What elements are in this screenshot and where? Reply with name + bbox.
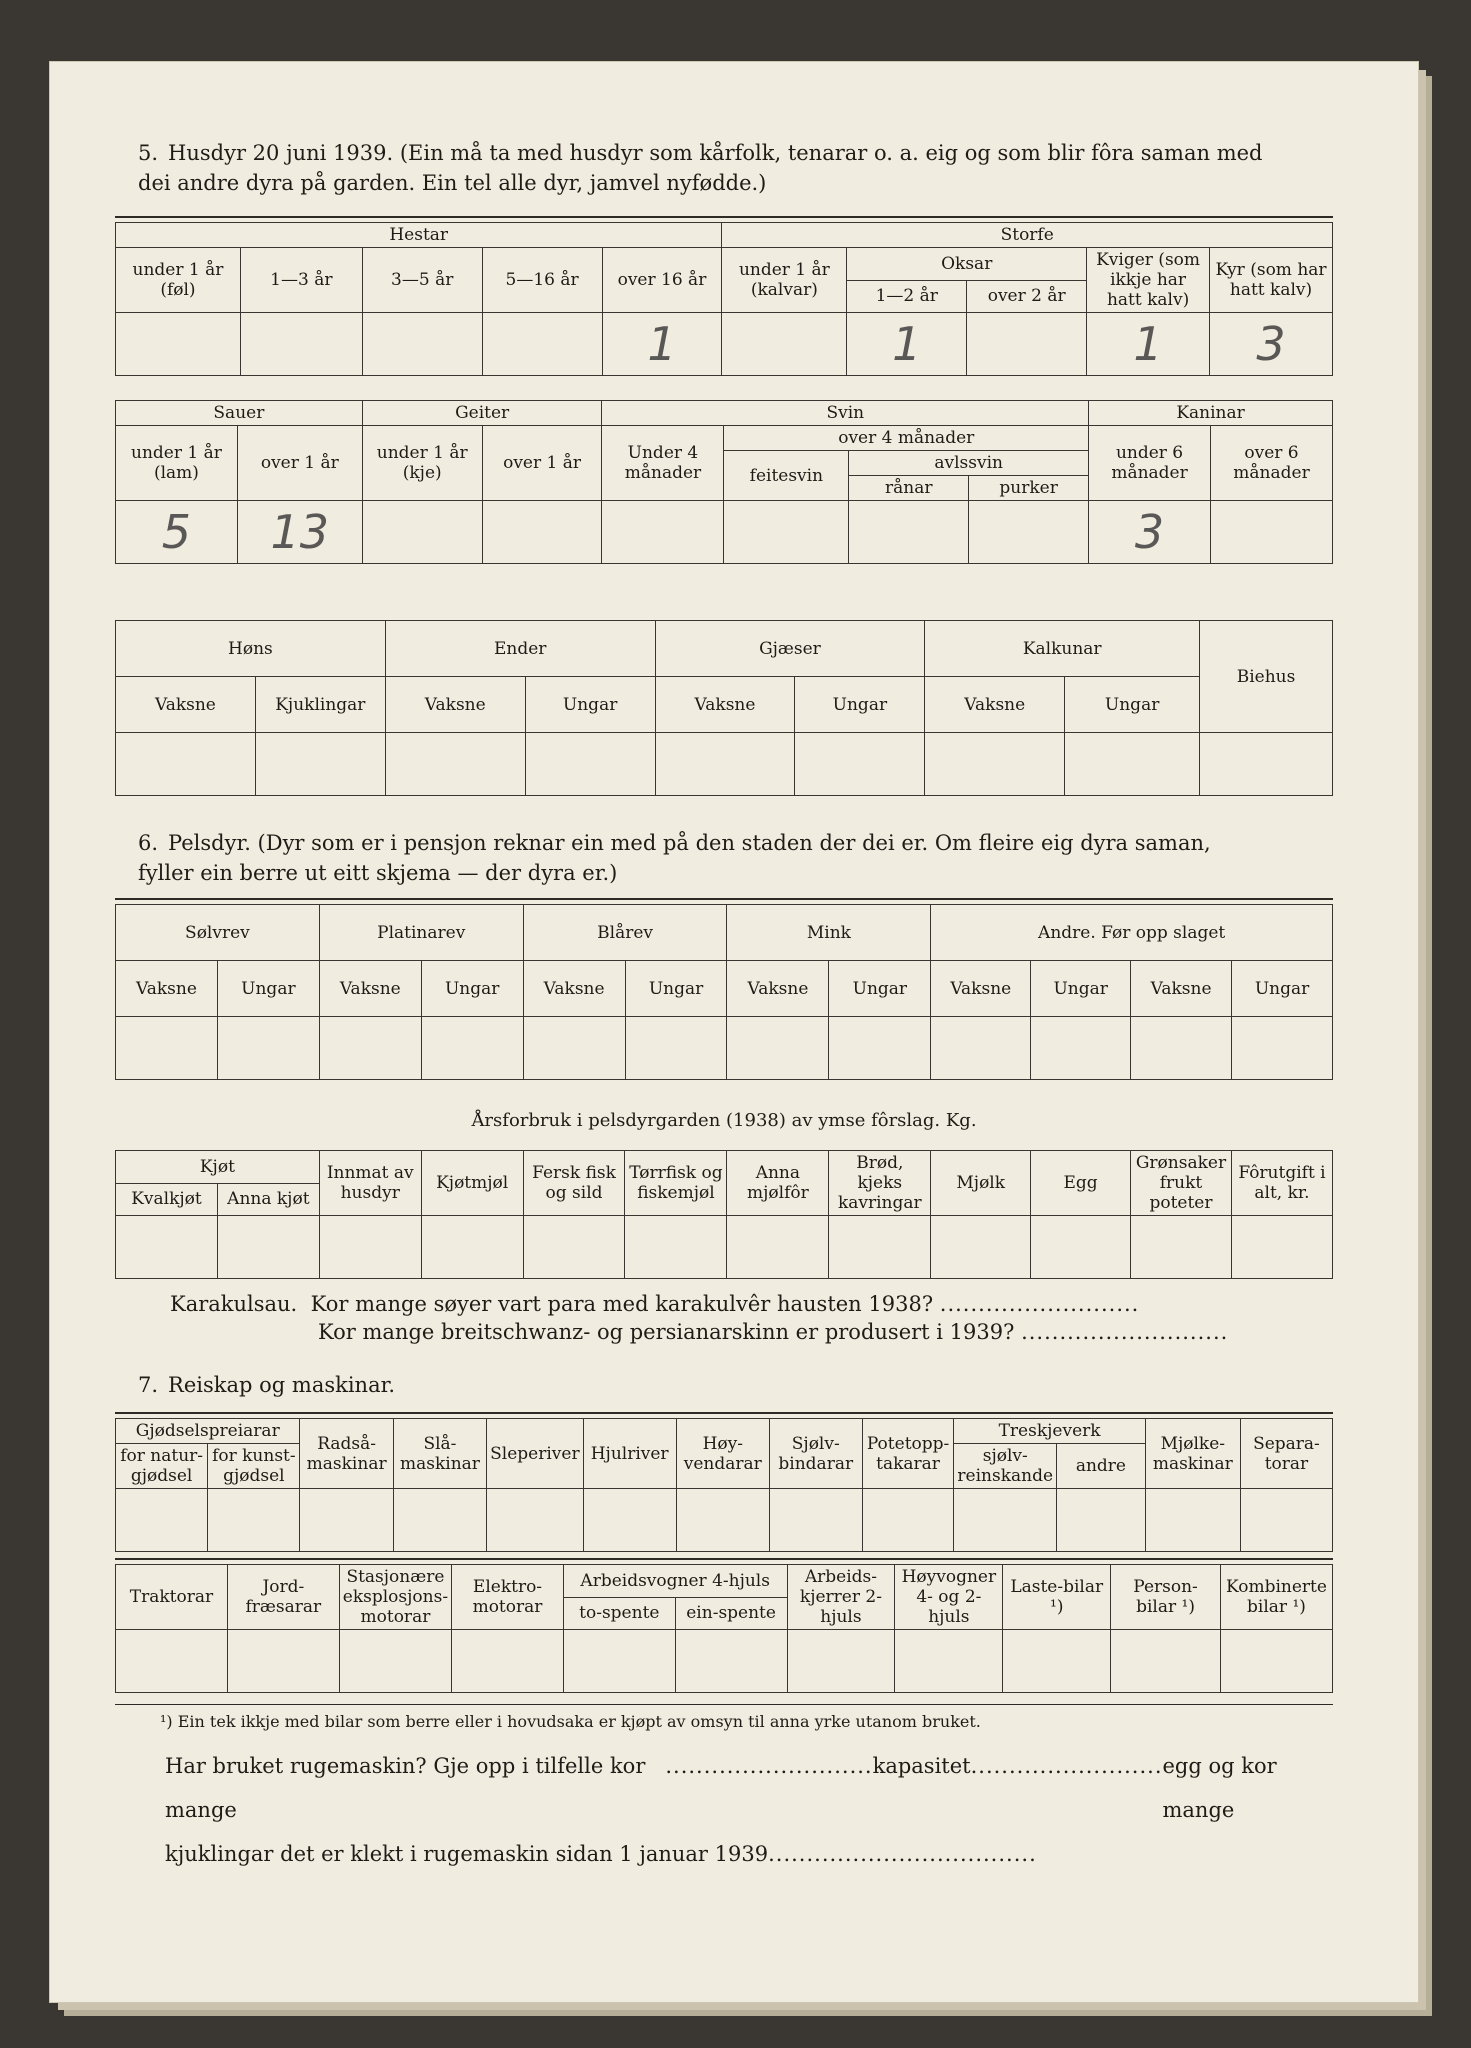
col-header: Ungar: [795, 677, 925, 733]
header-biehus: Biehus: [1200, 621, 1333, 733]
forbruk-title: Årsforbruk i pelsdyrgarden (1938) av ymse fôrslag. Kg.: [471, 1110, 977, 1131]
value-cell[interactable]: 3: [1210, 313, 1333, 376]
col-header: Slå-maskinar: [393, 1419, 486, 1489]
footnote: ¹) Ein tek ikkje med bilar som berre eller i hovudsaka er kjøpt av omsyn til anna yrke utanom bruket.: [160, 1712, 981, 1731]
value-cell[interactable]: [362, 313, 482, 376]
table-forbruk: [115, 1150, 1333, 1279]
col-header: Anna mjølfôr: [727, 1151, 829, 1216]
col-header: Vaksne: [116, 677, 256, 733]
value-cell[interactable]: [116, 1630, 228, 1693]
col-header: Vaksne: [655, 677, 795, 733]
col-header: over 2 år: [967, 280, 1087, 313]
col-header: Sjølv-bindarar: [769, 1419, 862, 1489]
karakul-answer-2[interactable]: ...........................: [1021, 1320, 1229, 1344]
value-cell[interactable]: [482, 501, 602, 564]
header-oksar: Oksar: [847, 248, 1087, 281]
col-header: Kviger (som ikkje har hatt kalv): [1087, 248, 1210, 313]
value-cell[interactable]: [319, 1216, 421, 1279]
col-header: Kvalkjøt: [116, 1183, 218, 1216]
col-header: Person-bilar ¹): [1111, 1565, 1221, 1630]
value-cell[interactable]: [787, 1630, 895, 1693]
table-motor: [115, 1564, 1333, 1693]
col-header: purker: [969, 476, 1089, 501]
section-7-heading: [138, 1370, 395, 1400]
section-7-heading-text: Reiskap og maskinar.: [168, 1373, 396, 1397]
value-cell[interactable]: [625, 1017, 727, 1080]
header-hestar: Hestar: [116, 223, 722, 248]
value-cell[interactable]: [1031, 1017, 1131, 1080]
col-header: under 1 år (føl): [116, 248, 241, 313]
karakul-answer-1[interactable]: ..........................: [939, 1292, 1140, 1316]
col-header: Fersk fisk og sild: [523, 1151, 625, 1216]
header-kjot: Kjøt: [116, 1151, 320, 1184]
value-cell[interactable]: [116, 1489, 208, 1552]
section-5-heading-line1: Husdyr 20 juni 1939. (Ein må ta med husdyr som kårfolk, tenarar o. a. eig og som blir fôra saman med: [168, 141, 1263, 165]
value-cell[interactable]: [240, 313, 362, 376]
value-cell[interactable]: [727, 1017, 829, 1080]
col-header: Arbeids-kjerrer 2-hjuls: [787, 1565, 895, 1630]
col-header: Ungar: [1232, 961, 1333, 1017]
value-cell[interactable]: [319, 1017, 421, 1080]
value-cell[interactable]: [925, 733, 1065, 796]
value-cell[interactable]: [583, 1489, 676, 1552]
karakul-question-1: Kor mange søyer vart para med karakulvêr hausten 1938?: [310, 1292, 934, 1316]
col-header: over 1 år: [482, 426, 602, 501]
col-header: Høy-vendarar: [676, 1419, 769, 1489]
value-cell[interactable]: [722, 313, 847, 376]
value-cell[interactable]: [769, 1489, 862, 1552]
value-cell[interactable]: [393, 1489, 486, 1552]
col-header: Sleperiver: [487, 1419, 583, 1489]
header-mink: Mink: [727, 905, 931, 961]
value-cell[interactable]: [385, 733, 525, 796]
value-cell[interactable]: [727, 1216, 829, 1279]
value-cell[interactable]: 13: [237, 501, 362, 564]
rugemaskin-egg-label: egg og kor mange: [1162, 1754, 1277, 1822]
value-cell[interactable]: [967, 313, 1087, 376]
value-cell[interactable]: [1211, 501, 1333, 564]
col-header: Radså-maskinar: [300, 1419, 393, 1489]
value-cell[interactable]: [421, 1216, 523, 1279]
section-5-heading-line2: dei andre dyra på garden. Ein tel alle dyr, jamvel nyfødde.): [138, 171, 767, 195]
value-cell[interactable]: 5: [116, 501, 238, 564]
header-svin: Svin: [602, 401, 1089, 426]
col-header: Vaksne: [1131, 961, 1232, 1017]
col-header: Vaksne: [385, 677, 525, 733]
col-header: Vaksne: [727, 961, 829, 1017]
value-cell[interactable]: [523, 1216, 625, 1279]
value-cell[interactable]: [602, 501, 724, 564]
col-header: Vaksne: [931, 961, 1031, 1017]
value-cell[interactable]: [116, 1017, 218, 1080]
value-cell[interactable]: [421, 1017, 523, 1080]
col-header: Kjuklingar: [255, 677, 385, 733]
value-cell[interactable]: [1220, 1630, 1332, 1693]
value-cell[interactable]: [255, 733, 385, 796]
header-andre: Andre. Før opp slaget: [931, 905, 1333, 961]
value-cell[interactable]: [452, 1630, 564, 1693]
header-gjaeser: Gjæser: [655, 621, 925, 677]
value-cell[interactable]: [1003, 1630, 1111, 1693]
header-solvrev: Sølvrev: [116, 905, 320, 961]
value-cell[interactable]: [339, 1630, 451, 1693]
section-6-heading: [138, 828, 1338, 888]
col-header: Ungar: [1065, 677, 1200, 733]
value-cell[interactable]: [487, 1489, 583, 1552]
col-header: over 1 år: [237, 426, 362, 501]
col-header: Høyvogner 4- og 2-hjuls: [895, 1565, 1003, 1630]
col-header: Anna kjøt: [217, 1183, 319, 1216]
value-cell[interactable]: [862, 1489, 954, 1552]
col-header: Kyr (som har hatt kalv): [1210, 248, 1333, 313]
col-header: Hjulriver: [583, 1419, 676, 1489]
value-cell[interactable]: [724, 501, 849, 564]
col-header: rånar: [849, 476, 969, 501]
value-cell[interactable]: [954, 1489, 1057, 1552]
value-cell[interactable]: [1065, 733, 1200, 796]
value-cell[interactable]: [1130, 1216, 1231, 1279]
value-cell[interactable]: [482, 313, 602, 376]
col-header: under 1 år (kalvar): [722, 248, 847, 313]
header-gjodselspreiarar: Gjødselspreiarar: [116, 1419, 300, 1444]
col-header: sjølv-reinskande: [954, 1444, 1057, 1489]
col-header: Vaksne: [116, 961, 218, 1017]
rule: [115, 216, 1333, 218]
header-avlssvin: avlssvin: [849, 451, 1089, 476]
value-cell[interactable]: [116, 313, 241, 376]
value-cell[interactable]: [1145, 1489, 1240, 1552]
rugemaskin-block: Har bruket rugemaskin? Gje opp i tilfelle kor mange ........................... kapasitet ......................... egg og kor mange kjuklingar det er klekt i rugemaskin sidan 1 januar 1939...................................: [165, 1744, 1335, 1876]
rule: [115, 898, 1333, 900]
value-cell[interactable]: [1240, 1489, 1332, 1552]
value-cell[interactable]: [795, 733, 925, 796]
header-blarev: Blårev: [523, 905, 727, 961]
col-header: over 6 månader: [1211, 426, 1333, 501]
section-6-number: 6.: [138, 831, 159, 855]
col-header: feitesvin: [724, 451, 849, 501]
value-cell[interactable]: [362, 501, 482, 564]
section-5-heading: [138, 138, 1338, 198]
col-header: for kunst-gjødsel: [208, 1444, 300, 1489]
value-cell[interactable]: 1: [1087, 313, 1210, 376]
header-arbeidsvogner: Arbeidsvogner 4-hjuls: [563, 1565, 787, 1598]
col-header: Under 4 månader: [602, 426, 724, 501]
col-header: 1—2 år: [847, 280, 967, 313]
col-header: Fôrutgift i alt, kr.: [1231, 1151, 1332, 1216]
value-cell[interactable]: [931, 1216, 1031, 1279]
col-header: Ungar: [625, 961, 727, 1017]
col-header: Ungar: [217, 961, 319, 1017]
col-header: andre: [1057, 1444, 1146, 1489]
value-cell[interactable]: [829, 1216, 931, 1279]
value-cell[interactable]: [849, 501, 969, 564]
value-cell[interactable]: [563, 1630, 675, 1693]
col-header: Brød, kjeks kavringar: [829, 1151, 931, 1216]
col-header: Tørrfisk og fiskemjøl: [625, 1151, 727, 1216]
karakul-label: Karakulsau.: [170, 1292, 298, 1316]
value-cell[interactable]: [208, 1489, 300, 1552]
table-pelsdyr: [115, 904, 1333, 1080]
col-header: ein-spente: [675, 1597, 787, 1630]
col-header: under 1 år (lam): [116, 426, 238, 501]
value-cell[interactable]: [969, 501, 1089, 564]
value-cell[interactable]: [931, 1017, 1031, 1080]
value-cell[interactable]: [895, 1630, 1003, 1693]
value-cell[interactable]: 1: [847, 313, 967, 376]
col-header: Kombinerte bilar ¹): [1220, 1565, 1332, 1630]
col-header: under 6 månader: [1089, 426, 1211, 501]
value-cell[interactable]: [300, 1489, 393, 1552]
col-header: Separa-torar: [1240, 1419, 1332, 1489]
header-ender: Ender: [385, 621, 655, 677]
value-cell[interactable]: [523, 1017, 625, 1080]
rugemaskin-kjuklingar-question: kjuklingar det er klekt i rugemaskin sidan 1 januar 1939: [165, 1842, 769, 1866]
value-cell[interactable]: [227, 1630, 339, 1693]
value-cell[interactable]: [655, 733, 795, 796]
header-hons: Høns: [116, 621, 386, 677]
col-header: Ungar: [525, 677, 655, 733]
value-cell[interactable]: [1057, 1489, 1146, 1552]
col-header: Kjøtmjøl: [421, 1151, 523, 1216]
value-cell[interactable]: [1200, 733, 1333, 796]
value-cell[interactable]: [525, 733, 655, 796]
value-cell[interactable]: [1232, 1017, 1333, 1080]
col-header: Traktorar: [116, 1565, 228, 1630]
col-header: 5—16 år: [482, 248, 602, 313]
col-header: for natur-gjødsel: [116, 1444, 208, 1489]
value-cell[interactable]: [625, 1216, 727, 1279]
col-header: 3—5 år: [362, 248, 482, 313]
col-header: Jord-fræsarar: [227, 1565, 339, 1630]
rule: [115, 1558, 1333, 1560]
rugemaskin-count-field[interactable]: ...........................: [665, 1754, 873, 1778]
value-cell[interactable]: [1231, 1216, 1332, 1279]
value-cell[interactable]: [1131, 1017, 1232, 1080]
value-cell[interactable]: [675, 1630, 787, 1693]
header-storfe: Storfe: [722, 223, 1333, 248]
section-6-heading-line2: fyller ein berre ut eitt skjema — der dyra er.): [138, 861, 618, 885]
header-over-4-manader: over 4 månader: [724, 426, 1089, 451]
col-header: 1—3 år: [240, 248, 362, 313]
header-platinarev: Platinarev: [319, 905, 523, 961]
col-header: Ungar: [421, 961, 523, 1017]
section-6-heading-line1: Pelsdyr. (Dyr som er i pensjon reknar ein med på den staden der dei er. Om fleire eig dyra saman,: [168, 831, 1211, 855]
col-header: Ungar: [829, 961, 931, 1017]
col-header: Mjølke-maskinar: [1145, 1419, 1240, 1489]
col-header: Potetopp-takarar: [862, 1419, 954, 1489]
col-header: Vaksne: [523, 961, 625, 1017]
table-hestar-storfe: [115, 222, 1333, 376]
value-cell[interactable]: [116, 733, 256, 796]
value-cell[interactable]: [217, 1017, 319, 1080]
header-treskjeverk: Treskjeverk: [954, 1419, 1145, 1444]
rugemaskin-kapasitet-field[interactable]: .........................: [970, 1754, 1163, 1778]
karakul-question-2: Kor mange breitschwanz- og persianarskinn er produsert i 1939?: [318, 1320, 1015, 1344]
section-7-number: 7.: [138, 1373, 159, 1397]
col-header: under 1 år (kje): [362, 426, 482, 501]
col-header: Stasjonære eksplosjons-motorar: [339, 1565, 451, 1630]
col-header: Elektro-motorar: [452, 1565, 564, 1630]
col-header: Egg: [1031, 1151, 1131, 1216]
section-5-number: 5.: [138, 141, 159, 165]
value-cell[interactable]: [676, 1489, 769, 1552]
karakul-block: [170, 1292, 1320, 1344]
col-header: Vaksne: [319, 961, 421, 1017]
value-cell[interactable]: [217, 1216, 319, 1279]
header-kaninar: Kaninar: [1089, 401, 1333, 426]
value-cell[interactable]: 3: [1089, 501, 1211, 564]
rugemaskin-question: Har bruket rugemaskin? Gje opp i tilfelle kor mange: [165, 1754, 646, 1822]
table-fjorfe: [115, 620, 1333, 796]
rugemaskin-kapasitet-label: kapasitet: [872, 1754, 971, 1778]
col-header: Innmat av husdyr: [319, 1151, 421, 1216]
rugemaskin-kjuklingar-field[interactable]: ..................................: [768, 1842, 1030, 1866]
table-sauer-svin: [115, 400, 1333, 564]
rule: [115, 1704, 1333, 1705]
value-cell[interactable]: [1111, 1630, 1221, 1693]
value-cell[interactable]: [829, 1017, 931, 1080]
header-sauer: Sauer: [116, 401, 363, 426]
col-header: to-spente: [563, 1597, 675, 1630]
col-header: Laste-bilar ¹): [1003, 1565, 1111, 1630]
col-header: Vaksne: [925, 677, 1065, 733]
col-header: Grønsaker frukt poteter: [1130, 1151, 1231, 1216]
col-header: Ungar: [1031, 961, 1131, 1017]
header-kalkunar: Kalkunar: [925, 621, 1200, 677]
rule: [115, 1412, 1333, 1414]
value-cell[interactable]: [116, 1216, 218, 1279]
value-cell[interactable]: 1: [602, 313, 722, 376]
table-reiskap: [115, 1418, 1333, 1552]
col-header: over 16 år: [602, 248, 722, 313]
header-geiter: Geiter: [362, 401, 602, 426]
col-header: Mjølk: [931, 1151, 1031, 1216]
value-cell[interactable]: [1031, 1216, 1131, 1279]
